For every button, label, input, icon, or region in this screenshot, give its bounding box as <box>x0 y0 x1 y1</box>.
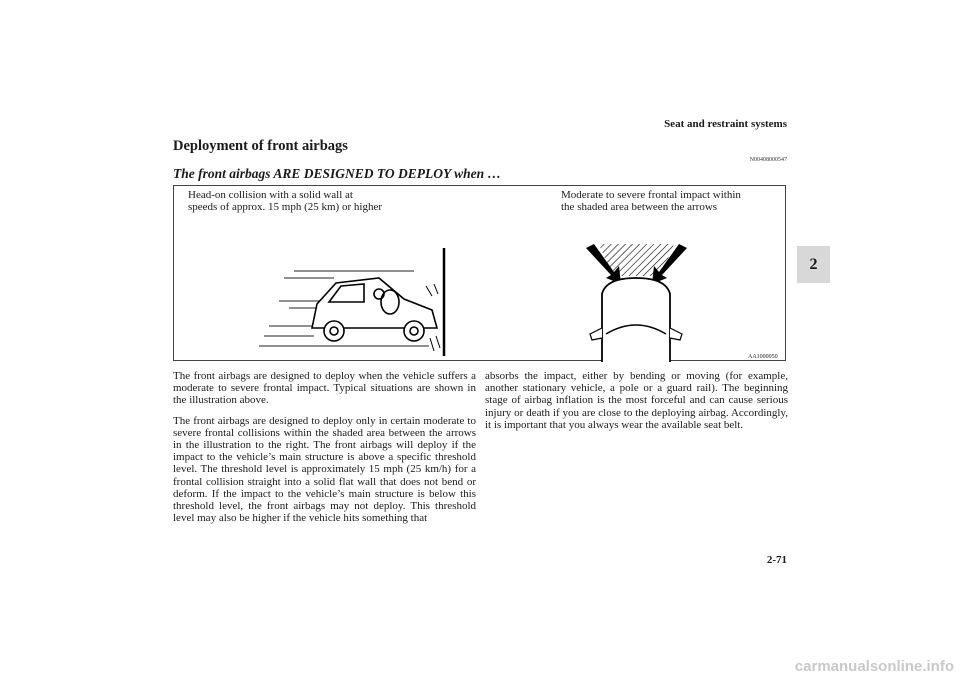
section-code: N00408000547 <box>749 157 787 163</box>
paragraph-3: absorbs the impact, either by bending or moving (for example, another stationary vehicle, a pole or a guard rail). The beginning stage of airbag inflation is the most forceful and can cause serious injury or death if you are close to the deploying airbag. Accordingly, it is important that you always wear the available seat belt. <box>485 370 788 431</box>
vehicle-side-view <box>312 278 437 341</box>
left-caption-line-2: speeds of approx. 15 mph (25 km) or higher <box>188 201 382 213</box>
figure-code: AA1000050 <box>748 354 778 360</box>
section-subtitle: The front airbags ARE DESIGNED TO DEPLOY when … <box>173 166 502 181</box>
running-header: Seat and restraint systems <box>664 118 787 130</box>
paragraph-1: The front airbags are designed to deploy when the vehicle suffers a moderate to severe frontal impact. Typical situations are shown in the illustration above. <box>173 370 476 407</box>
chapter-tab: 2 <box>797 246 830 283</box>
page-number: 2-71 <box>766 554 787 566</box>
section-title: Deployment of front airbags <box>173 138 348 154</box>
left-caption-line-1: Head-on collision with a solid wall at <box>188 189 353 201</box>
right-caption-line-1: Moderate to severe frontal impact within <box>561 189 741 201</box>
vehicle-top-view <box>590 278 682 362</box>
right-caption-line-2: the shaded area between the arrows <box>561 201 718 213</box>
text-column-right <box>485 370 788 431</box>
watermark: carmanualsonline.info <box>794 658 954 675</box>
left-figure-caption <box>188 189 382 213</box>
paragraph-2: The front airbags are designed to deploy only in certain moderate to severe frontal collisions within the shaded area between the arrows in the illustration to the right. The front airbags will deploy if the impact to the vehicle’s main structure is above a specific threshold level. The threshold level is approximately 15 mph (25 km/h) for a frontal collision straight into a solid flat wall that does not bend or deform. If the impact to the vehicle’s main structure is below this threshold level, the front airbags may not deploy. This threshold level may also be higher if the vehicle hits something that <box>173 414 476 525</box>
illustration-frame <box>173 185 786 361</box>
text-column-left <box>173 370 476 524</box>
right-figure-caption <box>561 189 741 213</box>
